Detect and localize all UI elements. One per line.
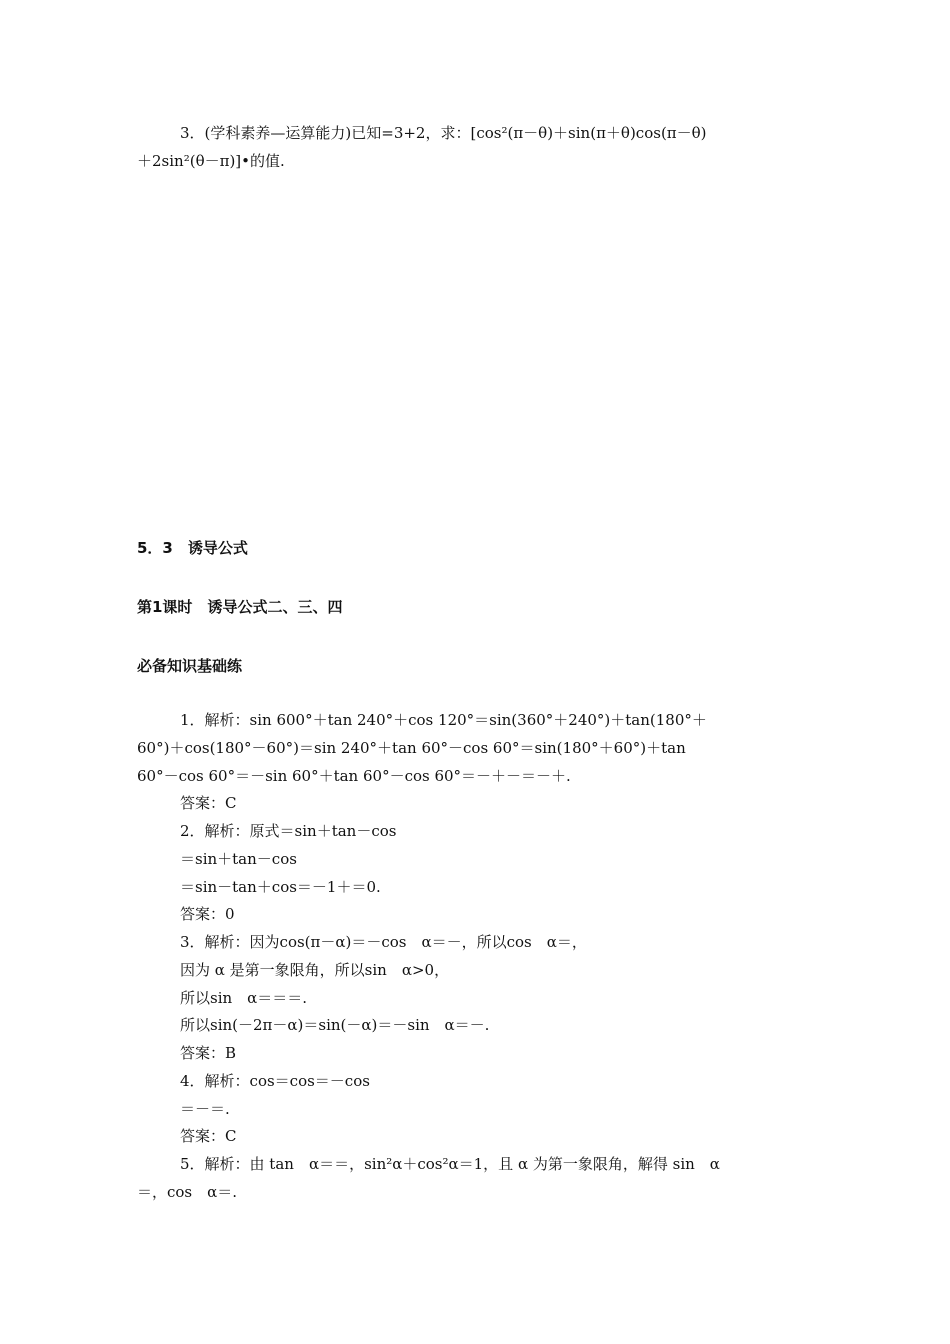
solution-line: 所以sin(－2π－α)＝sin(－α)＝－sin α＝－. xyxy=(180,1016,490,1034)
answer-line: 答案：B xyxy=(180,1044,237,1062)
solution-line: ＝sin＋tan－cos xyxy=(180,850,297,868)
answer-line: 答案：0 xyxy=(180,905,235,923)
section-title: 5．3 诱导公式 xyxy=(137,539,248,557)
solution-line: ＝，cos α＝. xyxy=(137,1183,238,1201)
solution-line: 60°)＋cos(180°－60°)＝sin 240°＋tan 60°－cos 60°＝sin(180°＋60°)＋tan xyxy=(137,739,686,757)
answer-line: 答案：C xyxy=(180,794,237,812)
solution-line: 因为 α 是第一象限角，所以sin α>0， xyxy=(180,961,450,979)
solution-line: ＝sin－tan＋cos＝－1＋＝0. xyxy=(180,878,381,896)
solution-line: 2．解析：原式＝sin＋tan－cos xyxy=(180,822,397,840)
problem-3-line-2: ＋2sin²(θ－π)]•的值. xyxy=(137,152,285,170)
solution-line: 1．解析：sin 600°＋tan 240°＋cos 120°＝sin(360°＋240°)＋tan(180°＋ xyxy=(180,711,707,729)
solution-line: 4．解析：cos＝cos＝－cos xyxy=(180,1072,370,1090)
practice-title: 必备知识基础练 xyxy=(137,657,243,675)
solution-line: 60°－cos 60°＝－sin 60°＋tan 60°－cos 60°＝－＋－＝－＋. xyxy=(137,767,571,785)
solution-line: 3．解析：因为cos(π－α)＝－cos α＝－，所以cos α＝， xyxy=(180,933,587,951)
answer-line: 答案：C xyxy=(180,1127,237,1145)
lesson-title: 第1课时 诱导公式二、三、四 xyxy=(137,598,343,616)
solution-line: 5．解析：由 tan α＝＝，sin²α＋cos²α＝1，且 α 为第一象限角，解得 sin α xyxy=(180,1155,720,1173)
solution-line: ＝－＝. xyxy=(180,1100,230,1118)
solution-line: 所以sin α＝＝＝. xyxy=(180,989,308,1007)
problem-3-line-1: 3．(学科素养—运算能力)已知=3+2，求：[cos²(π－θ)＋sin(π＋θ)cos(π－θ) xyxy=(180,124,707,142)
